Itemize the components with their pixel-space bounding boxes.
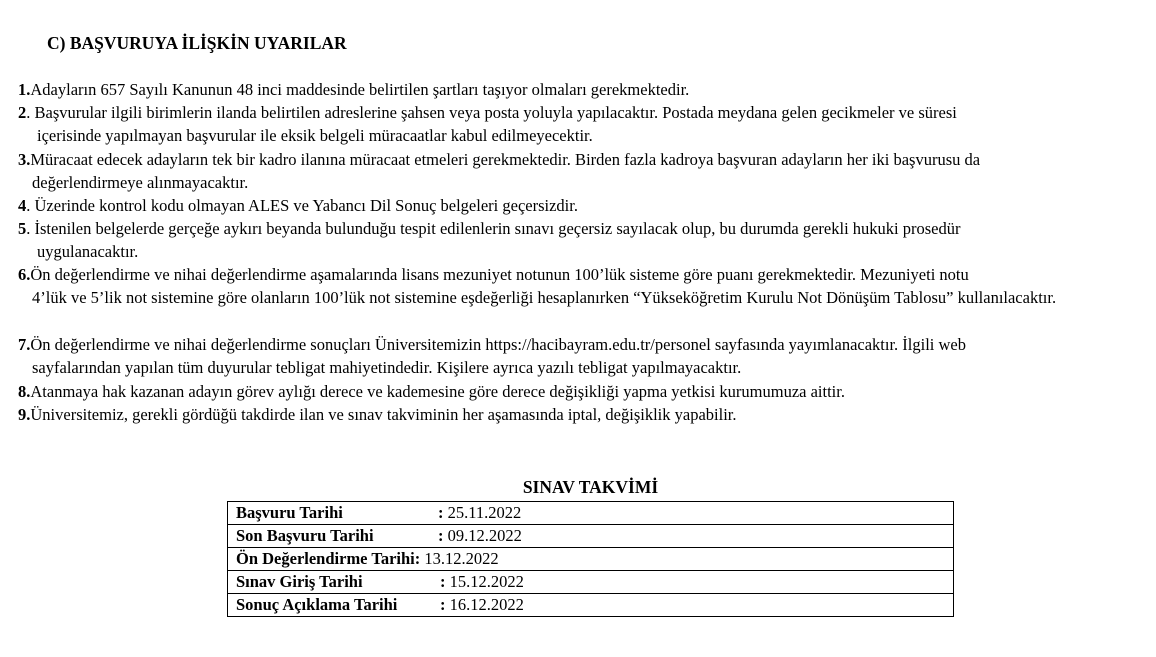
- row-colon: :: [414, 549, 421, 568]
- item-text-continued: değerlendirmeye alınmayacaktır.: [32, 173, 249, 193]
- item-number: 5: [18, 219, 27, 238]
- row-date: 16.12.2022: [445, 595, 524, 614]
- exam-calendar-table: [227, 501, 954, 617]
- item-number: 3.: [18, 150, 31, 169]
- row-date: 13.12.2022: [420, 549, 499, 568]
- row-colon: :: [438, 503, 444, 522]
- warning-item-4: [18, 194, 1128, 217]
- item-number: 6.: [18, 265, 31, 284]
- row-colon: :: [438, 526, 444, 545]
- item-text: . İstenilen belgelerde gerçeğe aykırı beyanda bulunduğu tespit edilenlerin sınavı geçersiz sayılacak olup, bu durumda gerekli hukuki prosedür: [26, 219, 961, 238]
- table-cell: [228, 594, 954, 617]
- row-label: Başvuru Tarihi: [236, 503, 343, 522]
- row-date: 25.11.2022: [443, 503, 522, 522]
- warning-item-7: [18, 333, 1128, 380]
- table-row: [228, 548, 954, 571]
- item-text: . Üzerinde kontrol kodu olmayan ALES ve Yabancı Dil Sonuç belgeleri geçersizdir.: [26, 196, 578, 215]
- table-cell: [228, 571, 954, 594]
- item-text-continued: sayfalarından yapılan tüm duyurular tebligat mahiyetindedir. Kişilere ayrıca yazılı tebligat yapılmayacaktır.: [32, 358, 742, 378]
- table-row: [228, 502, 954, 525]
- row-colon: :: [440, 595, 446, 614]
- item-text-continued: 4’lük ve 5’lik not sistemine göre olanların 100’lük not sistemine eşdeğerliği hesaplanırken “Yükseköğretim Kurulu Not Dönüşüm Tablosu” kullanılacaktır.: [32, 288, 1057, 308]
- row-date: 09.12.2022: [443, 526, 522, 545]
- table-row: [228, 571, 954, 594]
- item-text: . Başvurular ilgili birimlerin ilanda belirtilen adreslerine şahsen veya posta yoluyla yapılacaktır. Postada meydana gelen gecikmeler ve süresi: [26, 103, 957, 122]
- row-label: Son Başvuru Tarihi: [236, 526, 374, 545]
- item-number: 9.: [18, 405, 31, 424]
- warning-item-6: [18, 263, 1128, 310]
- row-label: Sınav Giriş Tarihi: [236, 572, 363, 591]
- table-cell: [228, 548, 954, 571]
- item-text: Ön değerlendirme ve nihai değerlendirme sonuçları Üniversitemizin https://hacibayram.edu.tr/personel sayfasında yayımlanacaktır. İlgili web: [30, 335, 966, 354]
- table-cell: [228, 502, 954, 525]
- item-number: 7.: [18, 335, 31, 354]
- table-row: [228, 525, 954, 548]
- item-number: 1.: [18, 80, 31, 99]
- row-label: Sonuç Açıklama Tarihi: [236, 595, 398, 614]
- item-text: Atanmaya hak kazanan adayın görev aylığı derece ve kademesine göre derece değişikliği yapma yetkisi kurumumuza aittir.: [30, 382, 845, 401]
- section-heading: C) BAŞVURUYA İLİŞKİN UYARILAR: [47, 33, 347, 53]
- item-text: Müracaat edecek adayların tek bir kadro ilanına müracaat etmeleri gerekmektedir. Birden fazla kadroya başvuran adayların her iki başvurusu da: [30, 150, 981, 169]
- row-colon: :: [440, 572, 446, 591]
- row-date: 15.12.2022: [445, 572, 524, 591]
- item-number: 2: [18, 103, 27, 122]
- item-text-continued: içerisinde yapılmayan başvurular ile eksik belgeli müracaatlar kabul edilmeyecektir.: [37, 126, 593, 146]
- item-number: 4: [18, 196, 27, 215]
- warning-item-8: [18, 380, 1128, 403]
- warning-item-1: [18, 78, 1128, 101]
- item-text-continued: uygulanacaktır.: [37, 242, 139, 262]
- item-text: Ön değerlendirme ve nihai değerlendirme aşamalarında lisans mezuniyet notunun 100’lük sisteme göre puanı gerekmektedir. Mezuniyeti notu: [30, 265, 969, 284]
- item-text: Adayların 657 Sayılı Kanunun 48 inci maddesinde belirtilen şartları taşıyor olmaları gerekmektedir.: [30, 80, 690, 99]
- warning-item-3: [18, 148, 1128, 195]
- warning-item-5: [18, 217, 1128, 264]
- row-label: Ön Değerlendirme Tarihi: [236, 549, 415, 568]
- warning-item-2: [18, 101, 1128, 148]
- item-number: 8.: [18, 382, 31, 401]
- table-cell: [228, 525, 954, 548]
- warning-item-9: [18, 403, 1128, 426]
- item-text: Üniversitemiz, gerekli gördüğü takdirde ilan ve sınav takviminin her aşamasında iptal, değişiklik yapabilir.: [30, 405, 737, 424]
- calendar-title: SINAV TAKVİMİ: [522, 477, 659, 497]
- table-row: [228, 594, 954, 617]
